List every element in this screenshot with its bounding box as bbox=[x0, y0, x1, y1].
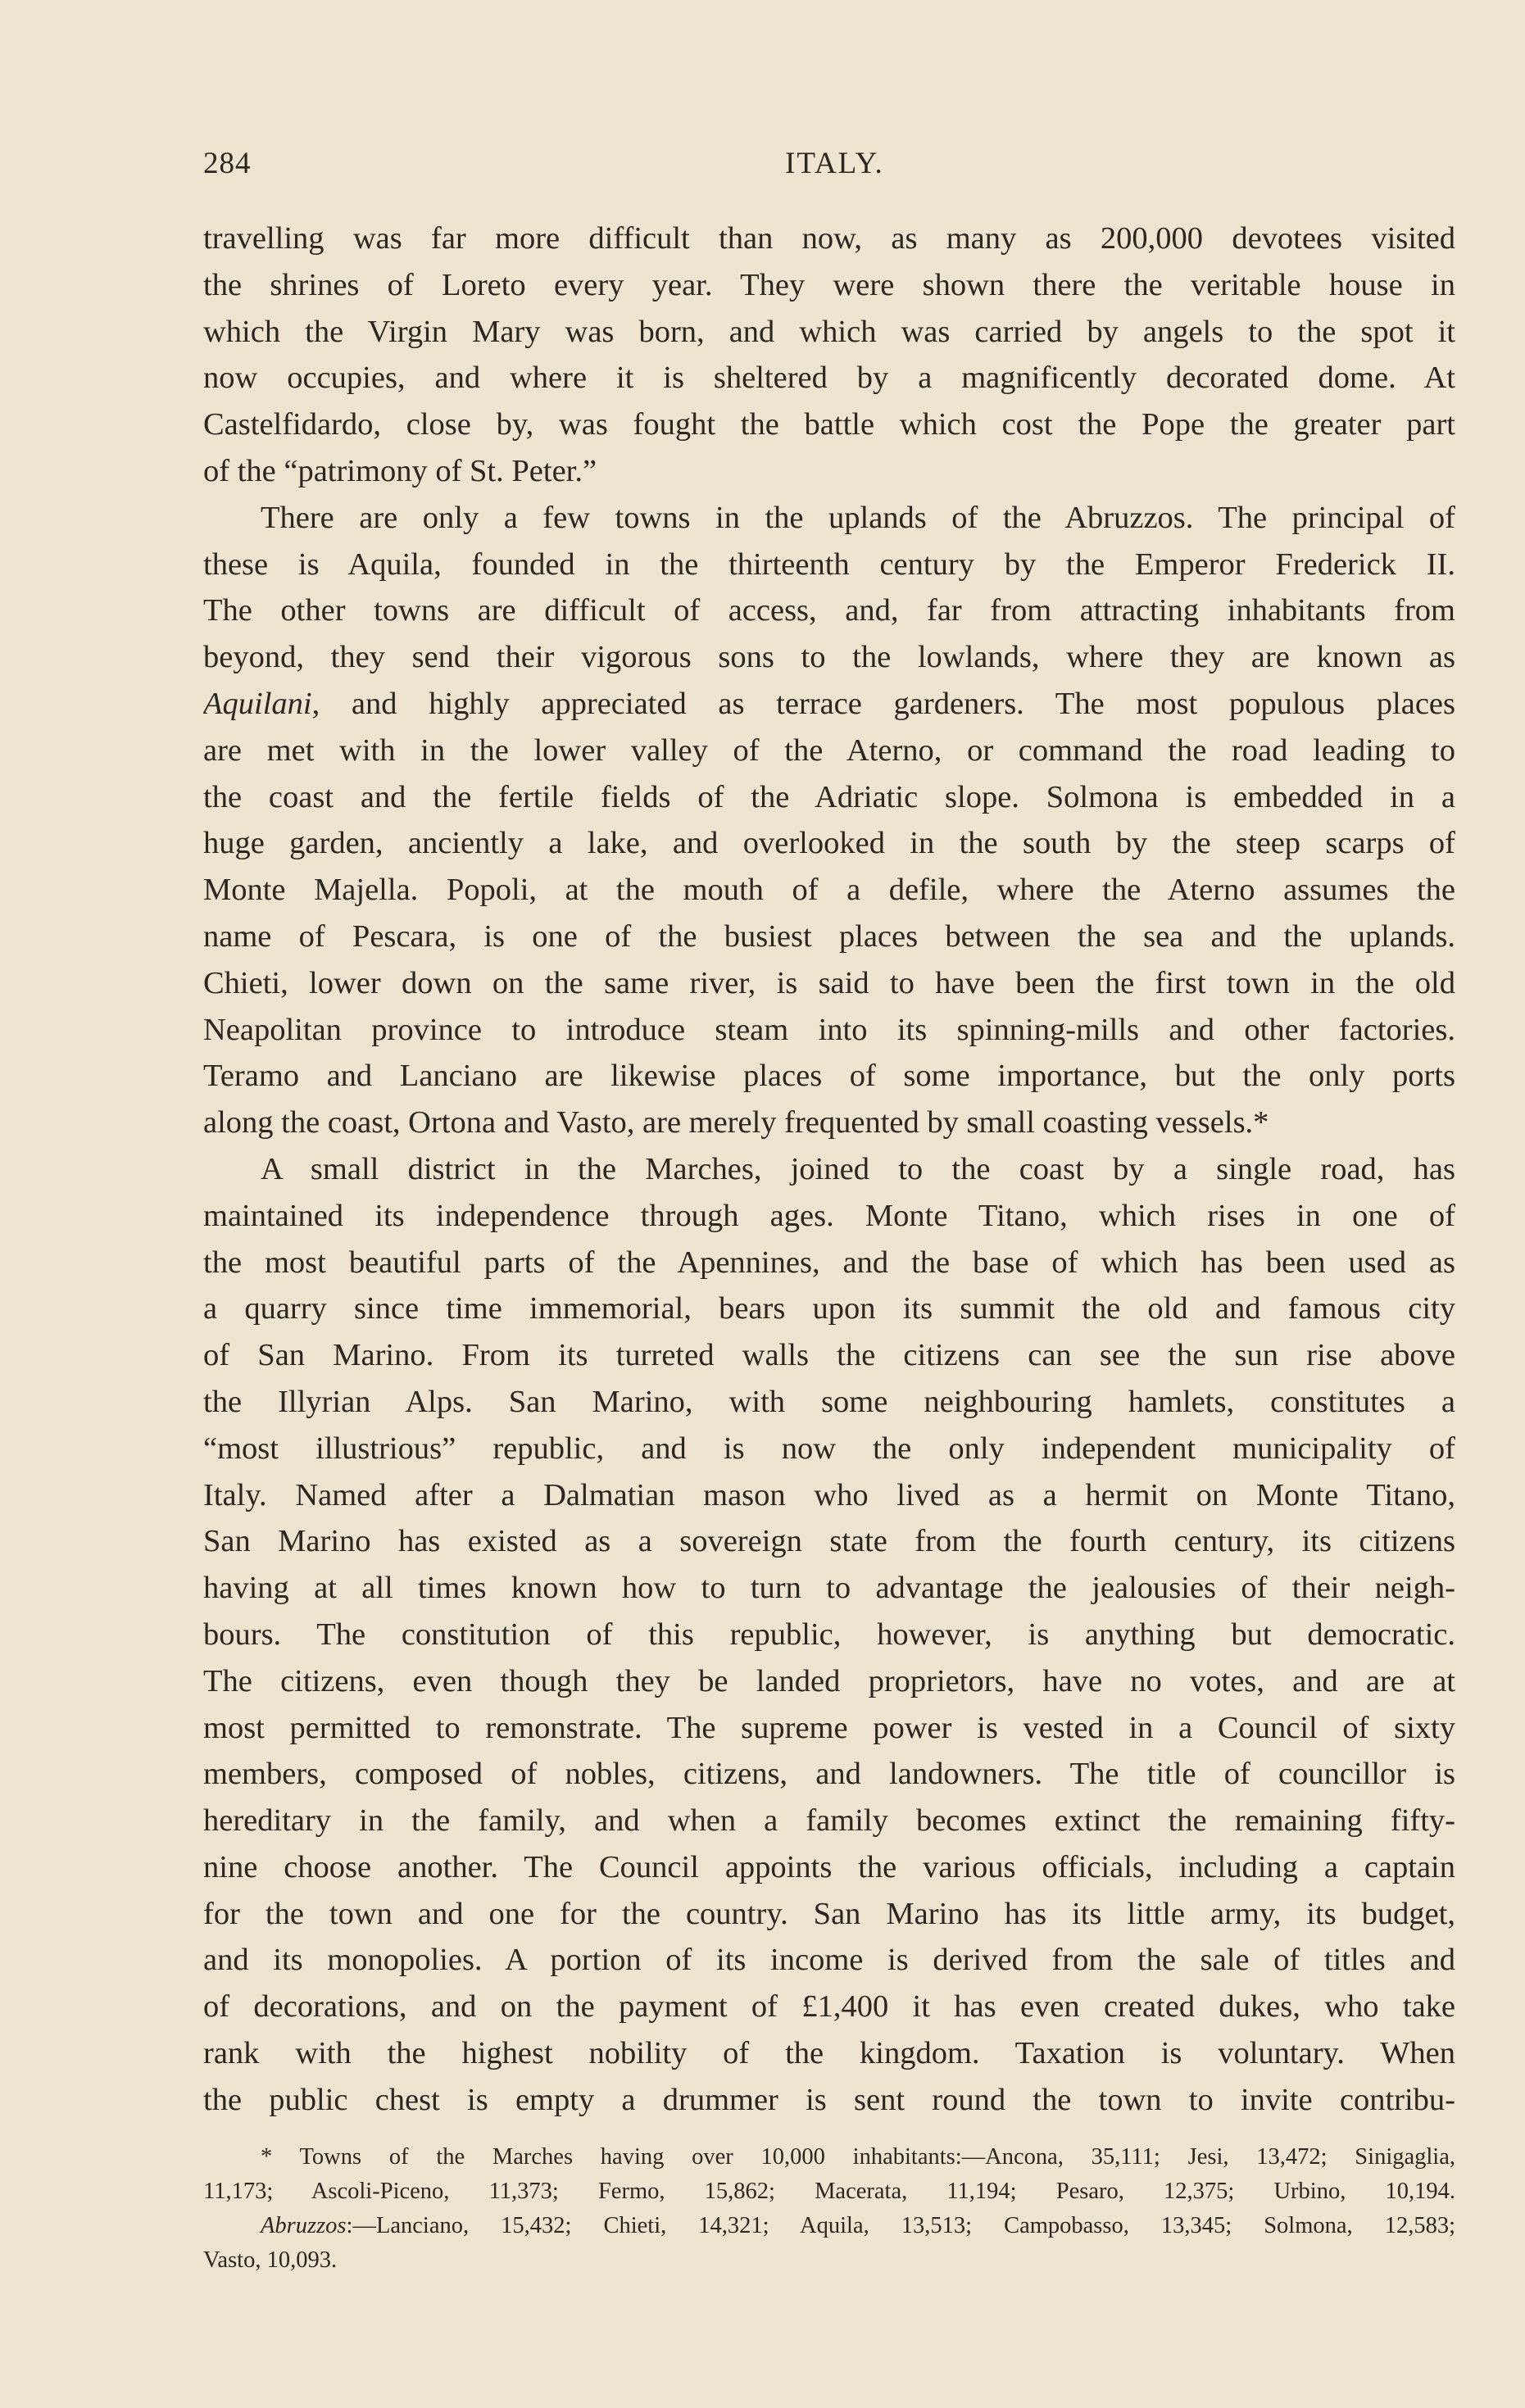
text-line: beyond, they send their vigorous sons to the lowlands, where they are known as bbox=[203, 640, 1455, 675]
italic-term: Aquilani bbox=[203, 686, 312, 721]
running-title: ITALY. bbox=[785, 147, 884, 180]
text-line: rank with the highest nobility of the kingdom. Taxation is voluntary. When bbox=[203, 2036, 1455, 2071]
footnotes bbox=[203, 2140, 1455, 2278]
italic-term: Abruzzos bbox=[261, 2213, 347, 2238]
text-line: The other towns are difficult of access, and, far from attracting inhabitants from bbox=[203, 593, 1455, 628]
text-line: bours. The constitution of this republic, however, is anything but democratic. bbox=[203, 1617, 1455, 1652]
text-line: these is Aquila, founded in the thirteenth century by the Emperor Frederick II. bbox=[203, 546, 1455, 582]
text-line: Castelfidardo, close by, was fought the battle which cost the Pope the greater part bbox=[203, 407, 1455, 442]
text-line: name of Pescara, is one of the busiest places between the sea and the uplands. bbox=[203, 918, 1455, 954]
text-line: maintained its independence through ages. Monte Titano, which rises in one of bbox=[203, 1198, 1455, 1233]
text-line: the coast and the fertile fields of the Adriatic slope. Solmona is embedded in a bbox=[203, 779, 1455, 814]
text-line: and its monopolies. A portion of its income is derived from the sale of titles and bbox=[203, 1943, 1455, 1978]
text-line: now occupies, and where it is sheltered by a magnificently decorated dome. At bbox=[203, 361, 1455, 396]
text-line: most permitted to remonstrate. The supreme power is vested in a Council of sixty bbox=[203, 1710, 1455, 1745]
text-line: A small district in the Marches, joined to the coast by a single road, has bbox=[261, 1151, 1455, 1186]
text-line: which the Virgin Mary was born, and which was carried by angels to the spot it bbox=[203, 314, 1455, 349]
footnote-line: * Towns of the Marches having over 10,000 inhabitants:—Ancona, 35,111; Jesi, 13,472; Sinigaglia, bbox=[261, 2144, 1455, 2170]
text-line-rest: , and highly appreciated as terrace gardeners. The most populous places bbox=[311, 686, 1455, 721]
text-line: San Marino has existed as a sovereign state from the fourth century, its citizens bbox=[203, 1524, 1455, 1559]
text-line: of the “patrimony of St. Peter.” bbox=[203, 453, 597, 488]
text-line: the Illyrian Alps. San Marino, with some neighbouring hamlets, constitutes a bbox=[203, 1384, 1455, 1419]
text-line: are met with in the lower valley of the Aterno, or command the road leading to bbox=[203, 732, 1455, 768]
text-line: the shrines of Loreto every year. They were shown there the veritable house in bbox=[203, 267, 1455, 302]
text-line: Monte Majella. Popoli, at the mouth of a defile, where the Aterno assumes the bbox=[203, 873, 1455, 908]
text-line: hereditary in the family, and when a family becomes extinct the remaining fifty- bbox=[203, 1803, 1455, 1839]
footnote-line: 11,173; Ascoli-Piceno, 11,373; Fermo, 15,862; Macerata, 11,194; Pesaro, 12,375; Urbino, 10,194. bbox=[203, 2179, 1455, 2204]
text-line: a quarry since time immemorial, bears upon its summit the old and famous city bbox=[203, 1291, 1455, 1326]
footnote-line-rest: :—Lanciano, 15,432; Chieti, 14,321; Aquila, 13,513; Campobasso, 13,345; Solmona, 12,583; bbox=[346, 2213, 1455, 2238]
page-number: 284 bbox=[203, 147, 252, 180]
text-line bbox=[203, 681, 1455, 728]
text-line: the most beautiful parts of the Apennines, and the base of which has been used as bbox=[203, 1245, 1455, 1280]
text-line: of San Marino. From its turreted walls the citizens can see the sun rise above bbox=[203, 1338, 1455, 1373]
body-text bbox=[203, 215, 1455, 2124]
text-line: the public chest is empty a drummer is sent round the town to invite contribu- bbox=[203, 2082, 1455, 2117]
text-line: Neapolitan province to introduce steam into its spinning-mills and other factories. bbox=[203, 1012, 1455, 1047]
text-line: The citizens, even though they be landed proprietors, have no votes, and are at bbox=[203, 1663, 1455, 1698]
text-line: members, composed of nobles, citizens, and landowners. The title of councillor is bbox=[203, 1757, 1455, 1792]
text-line: of decorations, and on the payment of £1,400 it has even created dukes, who take bbox=[203, 1989, 1455, 2025]
text-line: huge garden, anciently a lake, and overlooked in the south by the steep scarps of bbox=[203, 826, 1455, 861]
footnote-line bbox=[203, 2209, 1455, 2243]
running-head bbox=[203, 146, 1455, 187]
text-line: along the coast, Ortona and Vasto, are merely frequented by small coasting vessels.* bbox=[203, 1105, 1269, 1141]
footnote-line: Vasto, 10,093. bbox=[203, 2247, 338, 2273]
text-line: having at all times known how to turn to advantage the jealousies of their neigh- bbox=[203, 1571, 1455, 1606]
text-line: travelling was far more difficult than now, as many as 200,000 devotees visited bbox=[203, 221, 1455, 256]
text-line: Chieti, lower down on the same river, is said to have been the first town in the old bbox=[203, 965, 1455, 1000]
text-line: “most illustrious” republic, and is now the only independent municipality of bbox=[203, 1431, 1455, 1466]
text-line: for the town and one for the country. San Marino has its little army, its budget, bbox=[203, 1896, 1455, 1931]
text-line: nine choose another. The Council appoints the various officials, including a captain bbox=[203, 1849, 1455, 1884]
text-line: Italy. Named after a Dalmatian mason who lived as a hermit on Monte Titano, bbox=[203, 1477, 1455, 1512]
text-line: There are only a few towns in the uplands of the Abruzzos. The principal of bbox=[261, 500, 1455, 535]
text-line: Teramo and Lanciano are likewise places of some importance, but the only ports bbox=[203, 1059, 1455, 1094]
